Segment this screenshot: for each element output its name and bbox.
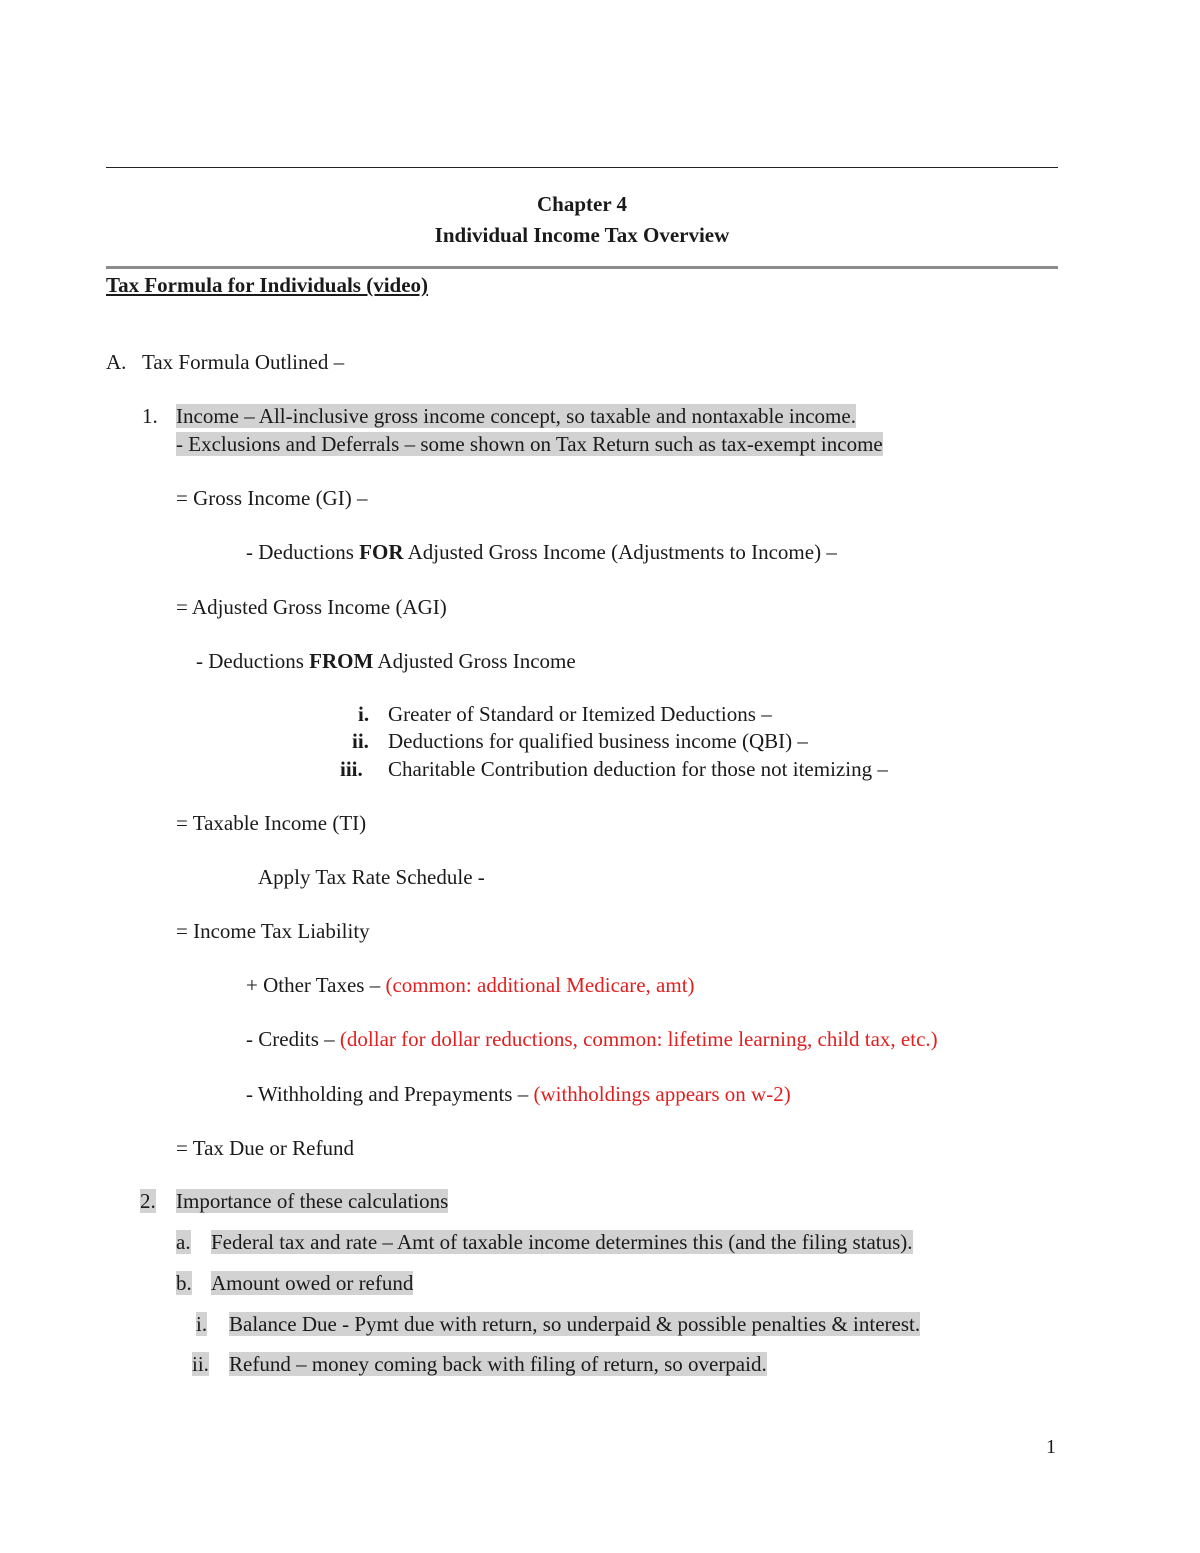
outline-a-text: Tax Formula Outlined – bbox=[142, 350, 345, 374]
deductions-from-line: - Deductions FROM Adjusted Gross Income bbox=[196, 649, 576, 673]
sub-item-ii-text: Deductions for qualified business income (QBI) – bbox=[388, 729, 808, 753]
gross-income-line: = Gross Income (GI) – bbox=[176, 486, 368, 510]
item-2b-i-text: Balance Due - Pymt due with return, so underpaid & possible penalties & interest. bbox=[229, 1312, 921, 1336]
sub-item-ii-marker: ii. bbox=[352, 729, 369, 753]
apply-rate-line: Apply Tax Rate Schedule - bbox=[258, 865, 485, 889]
item-2b-marker: b. bbox=[176, 1271, 192, 1295]
item-2a-text: Federal tax and rate – Amt of taxable income determines this (and the filing status). bbox=[211, 1230, 913, 1254]
credits-line: - Credits – (dollar for dollar reductions, common: lifetime learning, child tax, etc.) bbox=[246, 1027, 938, 1051]
item-2-marker: 2. bbox=[140, 1189, 156, 1213]
sub-item-iii-marker: iii. bbox=[340, 757, 363, 781]
sub-item-i-text: Greater of Standard or Itemized Deductions – bbox=[388, 702, 772, 726]
item-1-line1: Income – All-inclusive gross income concept, so taxable and nontaxable income. bbox=[176, 404, 856, 428]
item-1-marker: 1. bbox=[142, 404, 158, 428]
liability-line: = Income Tax Liability bbox=[176, 919, 370, 943]
page-number: 1 bbox=[1046, 1436, 1056, 1458]
deductions-for-line: - Deductions FOR Adjusted Gross Income (Adjustments to Income) – bbox=[246, 540, 837, 564]
sub-item-iii-text: Charitable Contribution deduction for those not itemizing – bbox=[388, 757, 888, 781]
item-2a-marker: a. bbox=[176, 1230, 191, 1254]
other-taxes-line: + Other Taxes – (common: additional Medicare, amt) bbox=[246, 973, 695, 997]
item-1-line2: - Exclusions and Deferrals – some shown on Tax Return such as tax-exempt income bbox=[176, 432, 883, 456]
item-2b-ii-marker: ii. bbox=[192, 1352, 209, 1376]
withholding-line: - Withholding and Prepayments – (withholdings appears on w-2) bbox=[246, 1082, 791, 1106]
sub-item-i-marker: i. bbox=[358, 702, 370, 726]
taxable-income-line: = Taxable Income (TI) bbox=[176, 811, 367, 835]
item-2-text: Importance of these calculations bbox=[176, 1189, 449, 1213]
agi-line: = Adjusted Gross Income (AGI) bbox=[176, 595, 447, 619]
chapter-title: Chapter 4 bbox=[536, 192, 628, 216]
due-refund-line: = Tax Due or Refund bbox=[176, 1136, 354, 1160]
item-2b-i-marker: i. bbox=[196, 1312, 208, 1336]
section-rule bbox=[106, 266, 1058, 269]
top-rule bbox=[106, 167, 1058, 168]
outline-marker-a: A. bbox=[106, 350, 127, 374]
section-heading: Tax Formula for Individuals (video) bbox=[106, 273, 429, 297]
item-2b-ii-text: Refund – money coming back with filing of return, so overpaid. bbox=[229, 1352, 767, 1376]
item-2b-text: Amount owed or refund bbox=[211, 1271, 414, 1295]
chapter-subtitle: Individual Income Tax Overview bbox=[434, 223, 730, 247]
